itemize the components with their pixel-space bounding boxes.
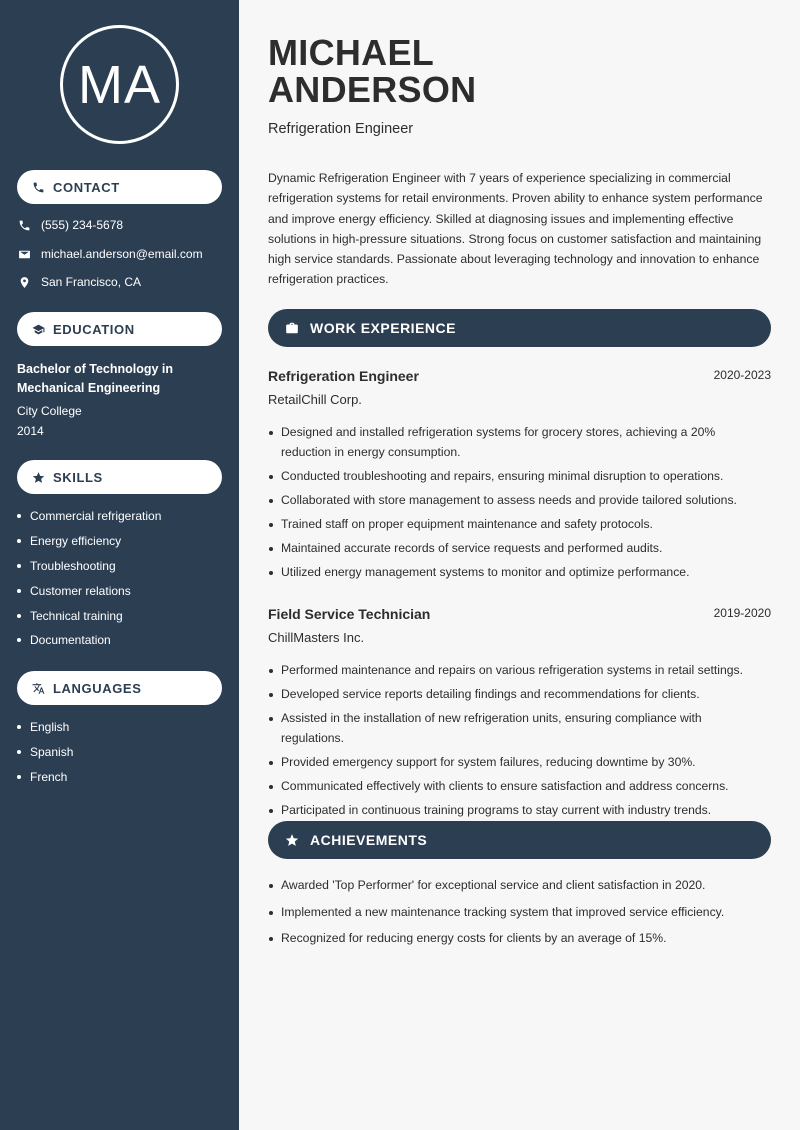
job-2-dates: 2019-2020 [713, 606, 771, 620]
star-icon [31, 470, 45, 484]
work-experience-heading-label: WORK EXPERIENCE [310, 320, 456, 336]
email-text: michael.anderson@email.com [41, 247, 203, 261]
list-item: English [17, 715, 73, 740]
work-experience-heading [268, 309, 771, 347]
contact-email [17, 247, 203, 261]
phone-text: (555) 234-5678 [41, 218, 124, 232]
list-item: Recognized for reducing energy costs for clients by an average of 15%. [268, 929, 768, 949]
list-item: Maintained accurate records of service requests and performed audits. [268, 539, 768, 559]
list-item: Energy efficiency [17, 529, 161, 554]
list-item: Participated in continuous training programs to stay current with industry trends. [268, 801, 768, 821]
job-2-bullets [268, 661, 768, 825]
education-year: 2014 [17, 424, 44, 438]
list-item: Troubleshooting [17, 554, 161, 579]
list-item: Assisted in the installation of new refrigeration units, ensuring compliance with regulations. [268, 709, 768, 748]
languages-heading [17, 671, 222, 705]
map-pin-icon [17, 275, 31, 289]
graduation-cap-icon [31, 322, 45, 336]
list-item: Collaborated with store management to assess needs and provide tailored solutions. [268, 491, 768, 511]
job-title-headline: Refrigeration Engineer [268, 121, 414, 137]
education-school: City College [17, 404, 82, 418]
languages-heading-label: LANGUAGES [53, 680, 142, 696]
list-item: Communicated effectively with clients to ensure satisfaction and address concerns. [268, 777, 768, 797]
job-1-title: Refrigeration Engineer [268, 368, 419, 384]
list-item: Spanish [17, 740, 73, 765]
list-item: Conducted troubleshooting and repairs, ensuring minimal disruption to operations. [268, 467, 768, 487]
job-2-company: ChillMasters Inc. [268, 630, 365, 645]
job-1-company: RetailChill Corp. [268, 392, 362, 407]
phone-icon [31, 180, 45, 194]
contact-heading [17, 170, 222, 204]
list-item: Awarded 'Top Performer' for exceptional service and client satisfaction in 2020. [268, 876, 768, 896]
skills-heading-label: SKILLS [53, 469, 103, 485]
job-2-title: Field Service Technician [268, 606, 431, 622]
monogram-avatar: MA [60, 25, 179, 144]
star-icon [284, 832, 300, 848]
sidebar [0, 0, 239, 1130]
profile-summary: Dynamic Refrigeration Engineer with 7 years of experience specializing in commercial refrigeration systems for retail environments. Proven ability to enhance system performance and improve energy efficiency. Skilled at diagnosing issues and implementing effective solutions in high-pressure situations. Strong focus on customer satisfaction and maintaining high service standards. Passionate about leveraging technology and innovation to enhance refrigeration practices. [268, 171, 763, 287]
education-heading [17, 312, 222, 346]
languages-list [17, 715, 73, 789]
list-item: Developed service reports detailing findings and recommendations for clients. [268, 685, 768, 705]
achievements-heading-label: ACHIEVEMENTS [310, 832, 428, 848]
achievements-heading [268, 821, 771, 859]
candidate-name [268, 34, 476, 108]
list-item: Utilized energy management systems to monitor and optimize performance. [268, 563, 768, 583]
list-item: Provided emergency support for system failures, reducing downtime by 30%. [268, 753, 768, 773]
phone-icon [17, 218, 31, 232]
list-item: Implemented a new maintenance tracking system that improved service efficiency. [268, 903, 768, 923]
name-line-first: MICHAEL [268, 32, 435, 73]
list-item: Designed and installed refrigeration systems for grocery stores, achieving a 20% reduction in energy consumption. [268, 423, 768, 462]
list-item: Commercial refrigeration [17, 504, 161, 529]
mail-icon [17, 247, 31, 261]
contact-heading-label: CONTACT [53, 179, 120, 195]
list-item: Performed maintenance and repairs on various refrigeration systems in retail settings. [268, 661, 768, 681]
translate-icon [31, 681, 45, 695]
education-heading-label: EDUCATION [53, 321, 135, 337]
job-1-bullets [268, 423, 768, 587]
location-text: San Francisco, CA [41, 275, 142, 289]
list-item: Trained staff on proper equipment maintenance and safety protocols. [268, 515, 768, 535]
list-item: Documentation [17, 628, 161, 653]
job-1-dates: 2020-2023 [713, 368, 771, 382]
list-item: Customer relations [17, 578, 161, 603]
contact-location [17, 275, 141, 289]
list-item: Technical training [17, 603, 161, 628]
list-item: French [17, 765, 73, 790]
skills-list [17, 504, 161, 653]
contact-phone [17, 218, 123, 232]
skills-heading [17, 460, 222, 494]
name-line-last: ANDERSON [268, 69, 477, 110]
education-degree: Bachelor of Technology in Mechanical Engineering [17, 362, 174, 395]
achievements-list [268, 876, 768, 956]
briefcase-icon [284, 320, 300, 336]
